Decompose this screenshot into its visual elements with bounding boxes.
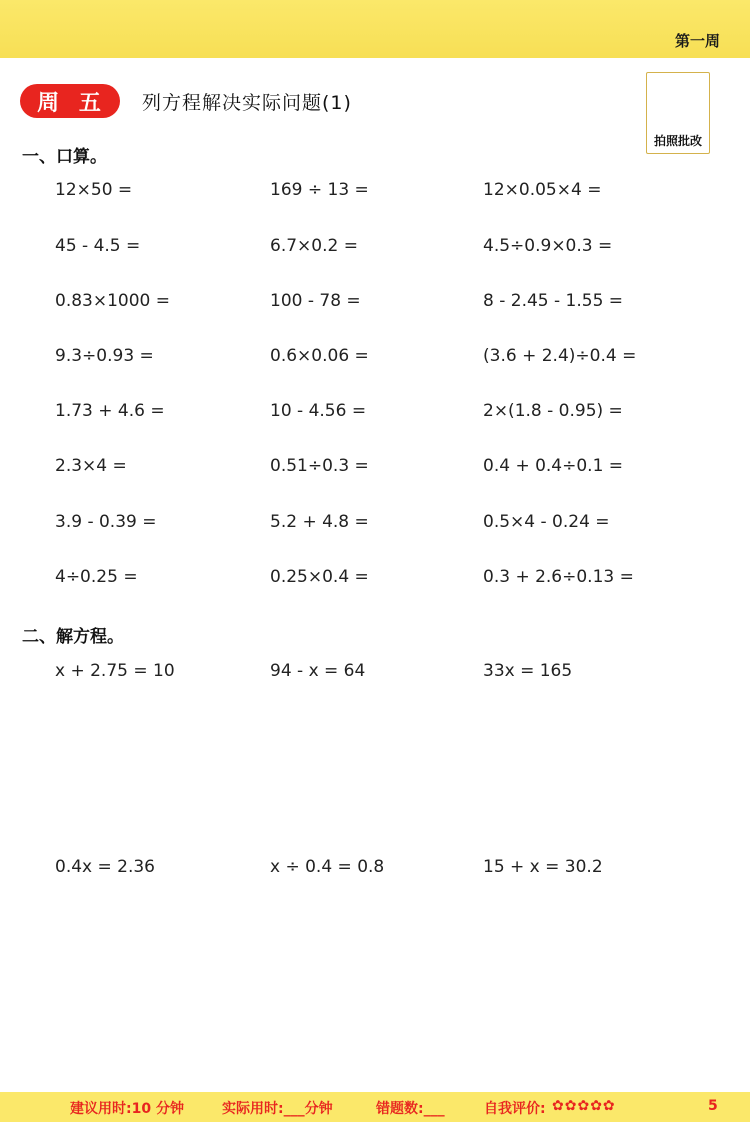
problem: 12×50 =: [55, 180, 133, 200]
problem: 2.3×4 =: [55, 456, 127, 476]
problem: 6.7×0.2 =: [270, 236, 358, 256]
problem: 1.73 + 4.6 =: [55, 401, 165, 421]
suggested-time: 建议用时:10 分钟: [70, 1101, 184, 1117]
equation: 0.4x = 2.36: [55, 857, 155, 877]
problem: 0.51÷0.3 =: [270, 456, 369, 476]
problem: 12×0.05×4 =: [483, 180, 602, 200]
equation: 94 - x = 64: [270, 661, 366, 681]
problem: 0.83×1000 =: [55, 291, 171, 311]
rating-stars-icon[interactable]: ✿✿✿✿✿: [552, 1098, 616, 1114]
lesson-title: 列方程解决实际问题(1): [142, 92, 352, 114]
problem: (3.6 + 2.4)÷0.4 =: [483, 346, 637, 366]
equation: 33x = 165: [483, 661, 573, 681]
error-count: 错题数:___: [376, 1101, 445, 1117]
self-eval-label: 自我评价:: [484, 1101, 546, 1117]
equation: 15 + x = 30.2: [483, 857, 603, 877]
problem: 2×(1.8 - 0.95) =: [483, 401, 623, 421]
problem: 0.5×4 - 0.24 =: [483, 512, 610, 532]
problem: 169 ÷ 13 =: [270, 180, 369, 200]
problem: 10 - 4.56 =: [270, 401, 367, 421]
actual-time: 实际用时:___分钟: [222, 1101, 333, 1117]
equation: x + 2.75 = 10: [55, 661, 175, 681]
problem: 8 - 2.45 - 1.55 =: [483, 291, 624, 311]
week-label: 第一周: [674, 32, 720, 50]
problem: 0.4 + 0.4÷0.1 =: [483, 456, 624, 476]
page-number: 5: [708, 1098, 718, 1114]
footer-band: [0, 1092, 750, 1122]
day-badge: 周 五: [20, 84, 120, 118]
problem: 0.25×0.4 =: [270, 567, 369, 587]
problem: 4.5÷0.9×0.3 =: [483, 236, 613, 256]
equation: x ÷ 0.4 = 0.8: [270, 857, 385, 877]
problem: 0.6×0.06 =: [270, 346, 369, 366]
problem: 5.2 + 4.8 =: [270, 512, 369, 532]
photo-correction-label: 拍照批改: [653, 134, 702, 148]
section-oral-calc-title: 一、口算。: [22, 147, 107, 167]
problem: 0.3 + 2.6÷0.13 =: [483, 567, 634, 587]
problem: 9.3÷0.93 =: [55, 346, 154, 366]
problem: 45 - 4.5 =: [55, 236, 141, 256]
problem: 100 - 78 =: [270, 291, 361, 311]
section-equations-title: 二、解方程。: [22, 627, 124, 647]
problem: 3.9 - 0.39 =: [55, 512, 157, 532]
problem: 4÷0.25 =: [55, 567, 138, 587]
